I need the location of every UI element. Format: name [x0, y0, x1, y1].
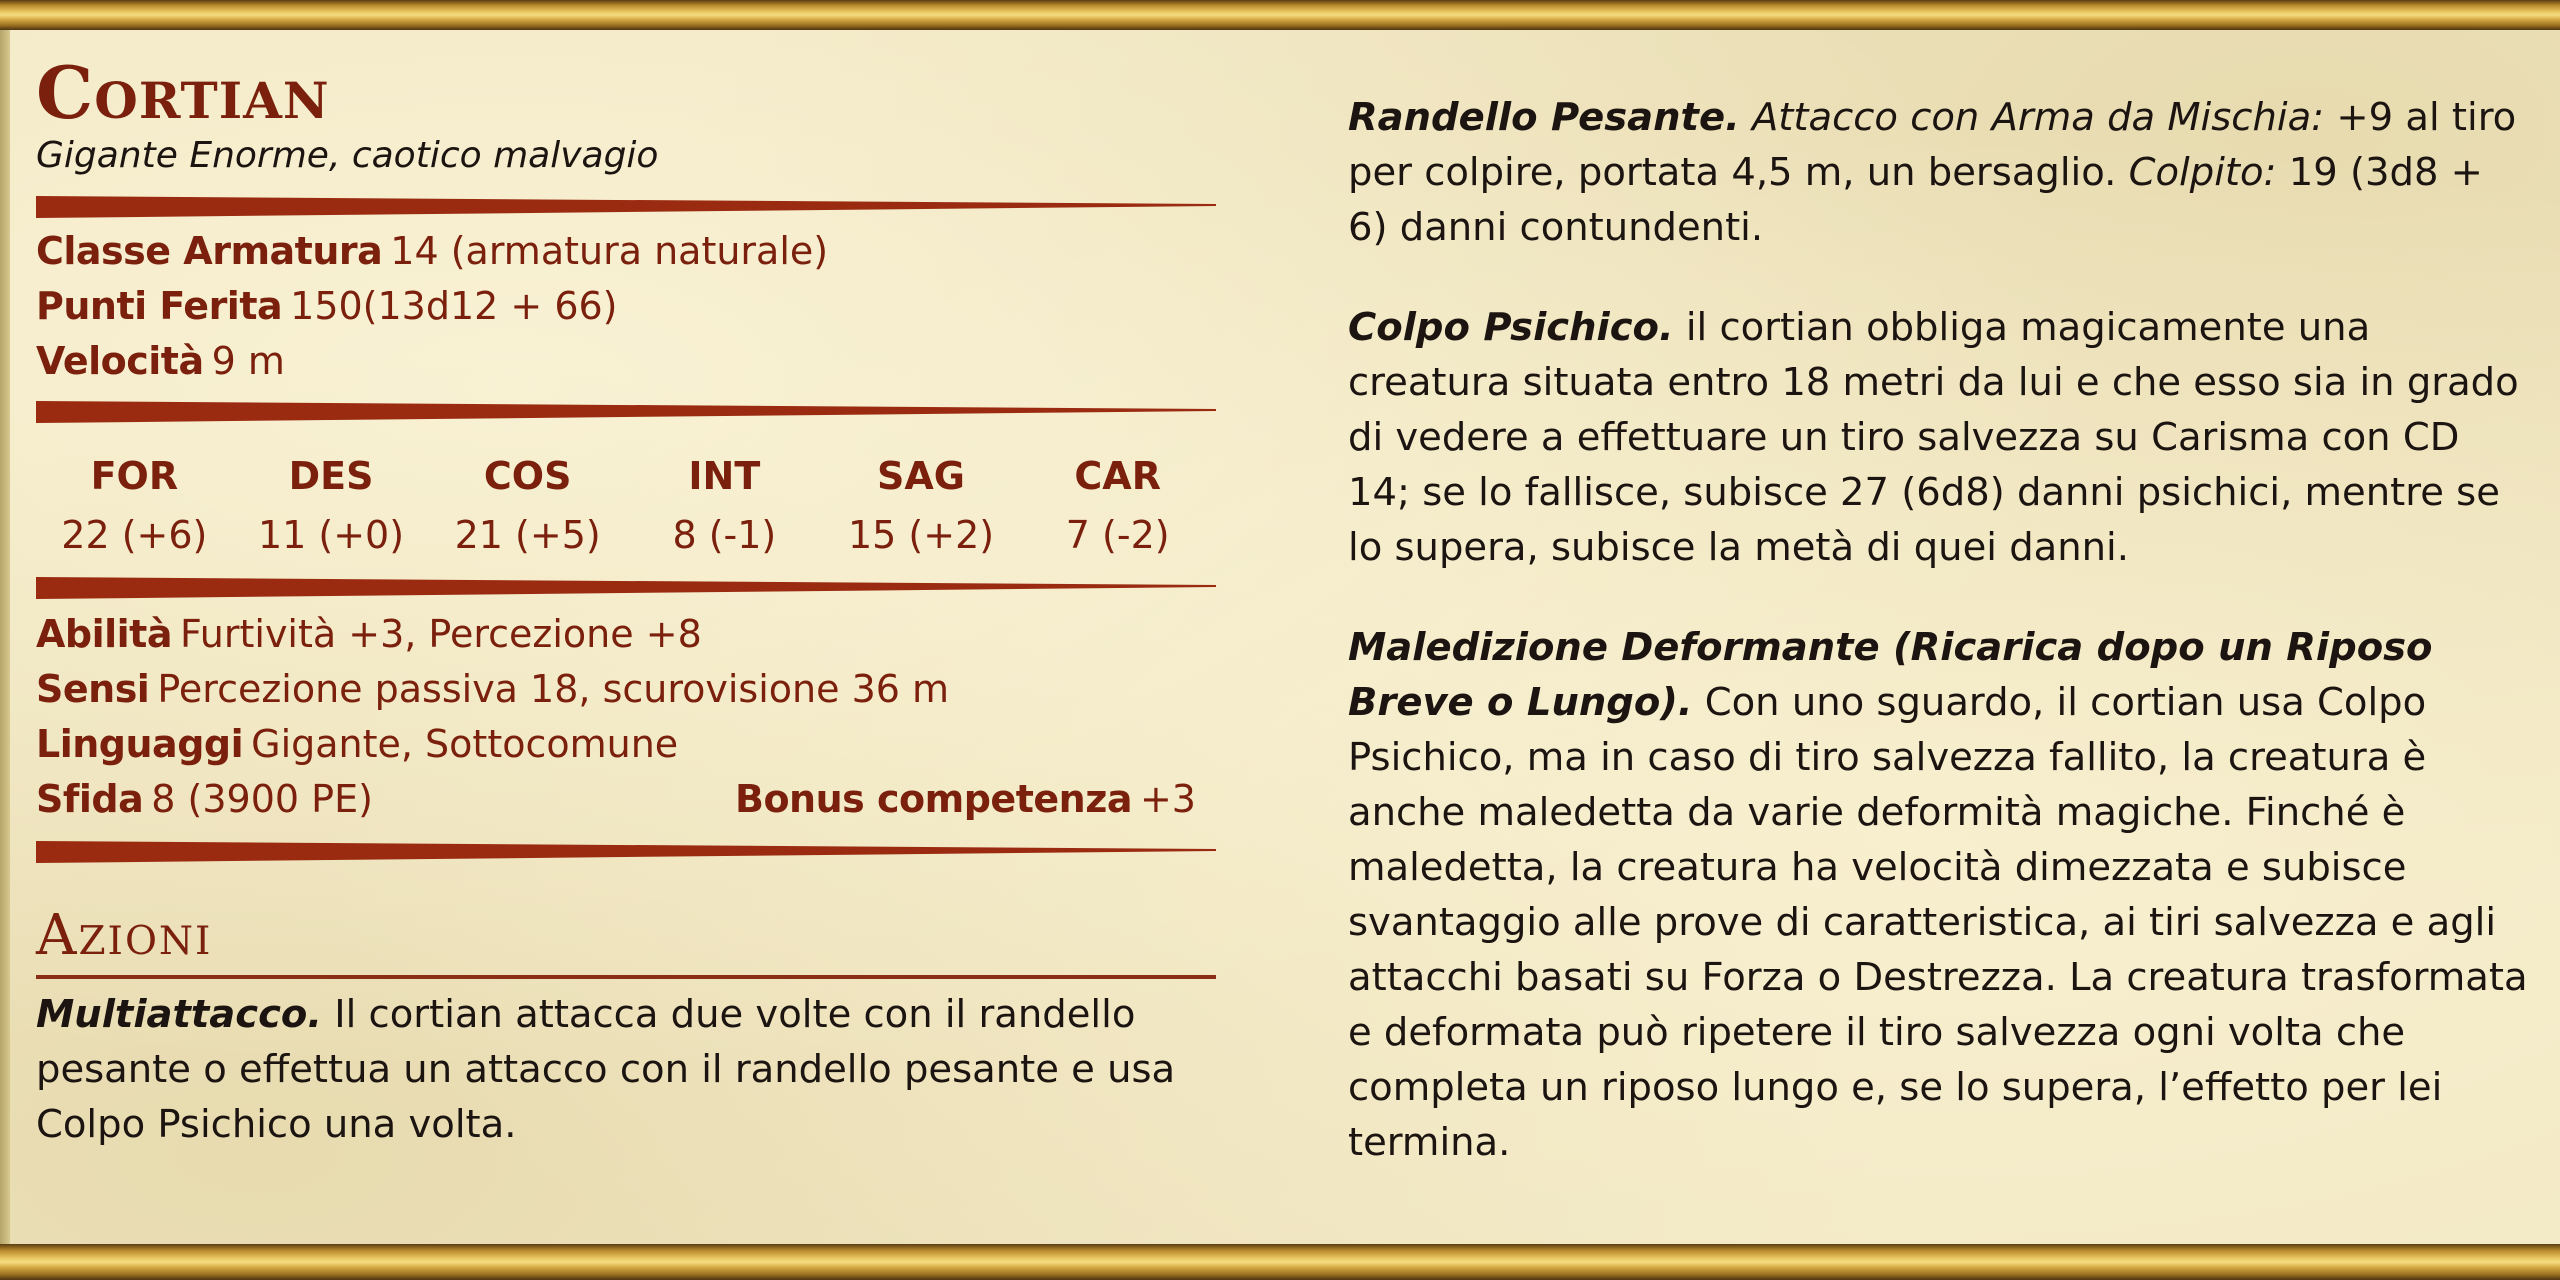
ability-key: SAG [877, 454, 965, 498]
ability-key: FOR [90, 454, 179, 498]
action-name: Randello Pesante. [1348, 95, 1740, 140]
skills-label: Abilità [36, 612, 172, 656]
challenge-line [36, 772, 1196, 827]
gold-border-bottom [0, 1244, 2560, 1280]
action-text: +9 al tiro per colpire, portata 4,5 m, un bersaglio. [1348, 95, 2517, 195]
hit-label: Colpito: [2128, 150, 2277, 195]
ability-int [626, 445, 823, 563]
action-heavy-club [1348, 90, 2528, 255]
armor-class-label: Classe Armatura [36, 229, 383, 273]
monster-name: Cortian [36, 50, 330, 135]
ability-value: 15 (+2) [847, 513, 995, 557]
action-psychic-strike [1348, 300, 2528, 575]
ability-value: 8 (-1) [672, 513, 777, 557]
action-text: il cortian obbliga magicamente una creatura situata entro 18 metri da lui e che esso sia in grado di vedere a effettuare un tiro salvezza su Carisma con CD 14; se lo fallisce, subisce 27 (6d8) danni psichici, mentre se lo supera, subisce la metà di quei danni. [1348, 305, 2519, 570]
monster-subtitle: Gigante Enorme, caotico malvagio [36, 135, 659, 176]
ability-str [36, 445, 233, 563]
attack-type: Attacco con Arma da Mischia: [1751, 95, 2325, 140]
action-deforming-curse [1348, 620, 2528, 1170]
ability-key: COS [483, 454, 572, 498]
ability-value: 7 (-2) [1065, 513, 1170, 557]
tapered-rule-2 [36, 401, 1216, 423]
action-text: Con uno sguardo, il cortian usa Colpo Psichico, ma in caso di tiro salvezza fallito, la creatura è anche maledetta da varie deformità magiche. Finché è maledetta, la creatura ha velocità dimezzata e subisce svantaggio alle prove di caratteristica, ai tiri salvezza e agli attacchi basati su Forza o Destrezza. La creatura trasformata e deformata può ripetere il tiro salvezza ogni volta che completa un riposo lungo e, se lo supera, l’effetto per lei termina. [1348, 680, 2528, 1165]
proficiency-value: +3 [1139, 777, 1196, 821]
armor-class-value: 14 (armatura naturale) [390, 229, 829, 273]
ability-scores [36, 445, 1216, 563]
armor-class-line [36, 224, 1216, 279]
languages-label: Linguaggi [36, 722, 244, 766]
action-name: Colpo Psichico. [1348, 305, 1674, 350]
action-text: Il cortian attacca due volte con il randello pesante o effettua un attacco con il randello pesante e usa Colpo Psichico una volta. [36, 992, 1176, 1147]
languages-value: Gigante, Sottocomune [251, 722, 679, 766]
action-name: Maledizione Deformante (Ricarica dopo un Riposo Breve o Lungo). [1348, 625, 2433, 725]
skills-line [36, 607, 1216, 662]
actions-heading-rule [36, 975, 1216, 979]
tapered-rule-3 [36, 577, 1216, 599]
ability-value: 11 (+0) [257, 513, 405, 557]
tapered-rule-4 [36, 841, 1216, 863]
tapered-rule-1 [36, 196, 1216, 218]
proficiency-label: Bonus competenza [734, 777, 1132, 821]
action-multiattack [36, 987, 1216, 1152]
ability-cha [1019, 445, 1216, 563]
speed-value: 9 m [211, 339, 285, 383]
ability-key: DES [288, 454, 374, 498]
ability-value: 21 (+5) [454, 513, 601, 557]
ability-wis [823, 445, 1020, 563]
languages-line [36, 717, 1216, 772]
speed-label: Velocità [36, 339, 204, 383]
ability-key: CAR [1074, 454, 1161, 498]
skills-value: Furtività +3, Percezione +8 [180, 612, 702, 656]
right-column [1348, 90, 2528, 1215]
challenge-value: 8 (3900 PE) [151, 777, 373, 821]
senses-label: Sensi [36, 667, 150, 711]
speed-line [36, 334, 1216, 389]
action-name: Multiattacco. [36, 992, 323, 1037]
gold-border-top [0, 0, 2560, 30]
actions-heading: Azioni [36, 903, 213, 968]
ability-key: INT [688, 454, 761, 498]
challenge-label: Sfida [36, 777, 144, 821]
ability-con [429, 445, 626, 563]
senses-line [36, 662, 1216, 717]
ability-value: 22 (+6) [61, 513, 208, 557]
hit-points-label: Punti Ferita [36, 284, 283, 328]
action-damage: 19 (3d8 + 6) danni contundenti. [1348, 150, 2483, 250]
hit-points-line [36, 279, 1216, 334]
border-left [0, 30, 10, 1244]
left-column [36, 48, 1216, 1152]
ability-dex [233, 445, 430, 563]
senses-value: Percezione passiva 18, scurovisione 36 m [157, 667, 950, 711]
hit-points-value: 150(13d12 + 66) [290, 284, 618, 328]
